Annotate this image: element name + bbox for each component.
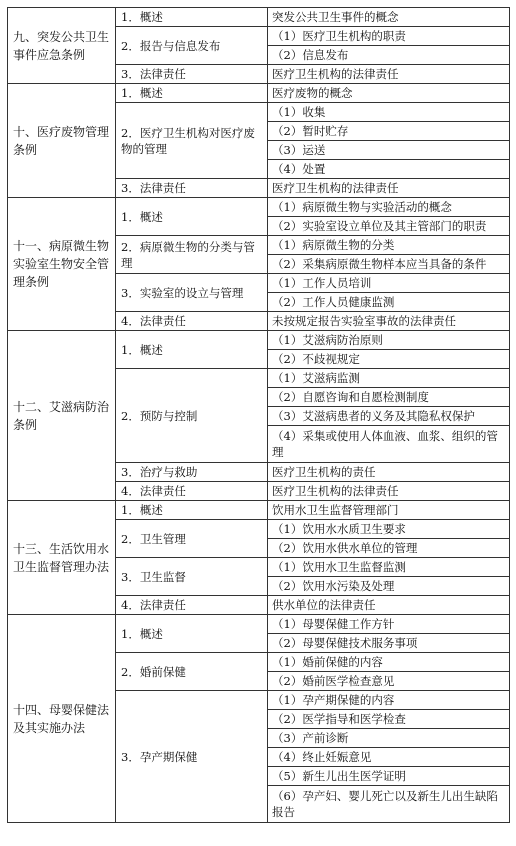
topic-item: 突发公共卫生事件的概念 <box>268 8 510 27</box>
table-row <box>8 331 510 350</box>
topic-item: 医疗卫生机构的责任 <box>268 463 510 482</box>
topic-item: 医疗卫生机构的法律责任 <box>268 65 510 84</box>
law-title: 九、突发公共卫生事件应急条例 <box>8 8 116 84</box>
section-title: 2．报告与信息发布 <box>116 27 268 65</box>
table-row <box>8 8 510 27</box>
topic-item: （6）孕产妇、婴儿死亡以及新生儿出生缺陷报告 <box>268 786 510 823</box>
law-title: 十四、母婴保健法及其实施办法 <box>8 615 116 823</box>
section-title: 3．卫生监督 <box>116 558 268 596</box>
law-title: 十三、生活饮用水卫生监督管理办法 <box>8 501 116 615</box>
section-title: 1．概述 <box>116 198 268 236</box>
section-title: 3．法律责任 <box>116 179 268 198</box>
section-title: 3．孕产期保健 <box>116 691 268 823</box>
topic-item: （2）工作人员健康监测 <box>268 293 510 312</box>
law-title: 十、医疗废物管理条例 <box>8 84 116 198</box>
topic-item: （1）艾滋病监测 <box>268 369 510 388</box>
topic-item: （2）母婴保健技术服务事项 <box>268 634 510 653</box>
topic-item: （2）实验室设立单位及其主管部门的职责 <box>268 217 510 236</box>
topic-item: 医疗卫生机构的法律责任 <box>268 179 510 198</box>
topic-item: （2）婚前医学检查意见 <box>268 672 510 691</box>
topic-item: 医疗废物的概念 <box>268 84 510 103</box>
section-title: 1．概述 <box>116 615 268 653</box>
topic-item: （1）孕产期保健的内容 <box>268 691 510 710</box>
topic-item: （2）暂时贮存 <box>268 122 510 141</box>
section-title: 4．法律责任 <box>116 482 268 501</box>
topic-item: （1）饮用水水质卫生要求 <box>268 520 510 539</box>
topic-item: （1）饮用水卫生监督监测 <box>268 558 510 577</box>
topic-item: （4）终止妊娠意见 <box>268 748 510 767</box>
topic-item: （3）产前诊断 <box>268 729 510 748</box>
topic-item: （2）饮用水污染及处理 <box>268 577 510 596</box>
topic-item: （2）采集病原微生物样本应当具备的条件 <box>268 255 510 274</box>
topic-item: （3）艾滋病患者的义务及其隐私权保护 <box>268 407 510 426</box>
section-title: 3．实验室的设立与管理 <box>116 274 268 312</box>
topic-item: （1）病原微生物的分类 <box>268 236 510 255</box>
topic-item: （3）运送 <box>268 141 510 160</box>
topic-item: （1）医疗卫生机构的职责 <box>268 27 510 46</box>
section-title: 3．治疗与救助 <box>116 463 268 482</box>
table-row <box>8 615 510 634</box>
topic-item: 未按规定报告实验室事故的法律责任 <box>268 312 510 331</box>
topic-item: （1）婚前保健的内容 <box>268 653 510 672</box>
topic-item: （1）病原微生物与实验活动的概念 <box>268 198 510 217</box>
section-title: 3．法律责任 <box>116 65 268 84</box>
section-title: 2．卫生管理 <box>116 520 268 558</box>
topic-item: （4）采集或使用人体血液、血浆、组织的管理 <box>268 426 510 463</box>
section-title: 1．概述 <box>116 8 268 27</box>
topic-item: （1）收集 <box>268 103 510 122</box>
topic-item: （5）新生儿出生医学证明 <box>268 767 510 786</box>
section-title: 2．婚前保健 <box>116 653 268 691</box>
topic-item: （1）母婴保健工作方针 <box>268 615 510 634</box>
law-title: 十一、病原微生物实验室生物安全管理条例 <box>8 198 116 331</box>
section-title: 2．病原微生物的分类与管理 <box>116 236 268 274</box>
topic-item: （2）不歧视规定 <box>268 350 510 369</box>
topic-item: （2）饮用水供水单位的管理 <box>268 539 510 558</box>
topic-item: （2）医学指导和医学检查 <box>268 710 510 729</box>
section-title: 2．医疗卫生机构对医疗废物的管理 <box>116 103 268 179</box>
section-title: 4．法律责任 <box>116 312 268 331</box>
section-title: 2．预防与控制 <box>116 369 268 463</box>
topic-item: （2）信息发布 <box>268 46 510 65</box>
topic-item: （1）工作人员培训 <box>268 274 510 293</box>
table-row <box>8 198 510 217</box>
topic-item: （4）处置 <box>268 160 510 179</box>
section-title: 4．法律责任 <box>116 596 268 615</box>
topic-item: （2）自愿咨询和自愿检测制度 <box>268 388 510 407</box>
section-title: 1．概述 <box>116 501 268 520</box>
topic-item: （1）艾滋病防治原则 <box>268 331 510 350</box>
table-row <box>8 501 510 520</box>
table-row <box>8 84 510 103</box>
section-title: 1．概述 <box>116 331 268 369</box>
law-title: 十二、艾滋病防治条例 <box>8 331 116 501</box>
syllabus-table <box>7 7 510 823</box>
section-title: 1．概述 <box>116 84 268 103</box>
topic-item: 供水单位的法律责任 <box>268 596 510 615</box>
topic-item: 医疗卫生机构的法律责任 <box>268 482 510 501</box>
topic-item: 饮用水卫生监督管理部门 <box>268 501 510 520</box>
